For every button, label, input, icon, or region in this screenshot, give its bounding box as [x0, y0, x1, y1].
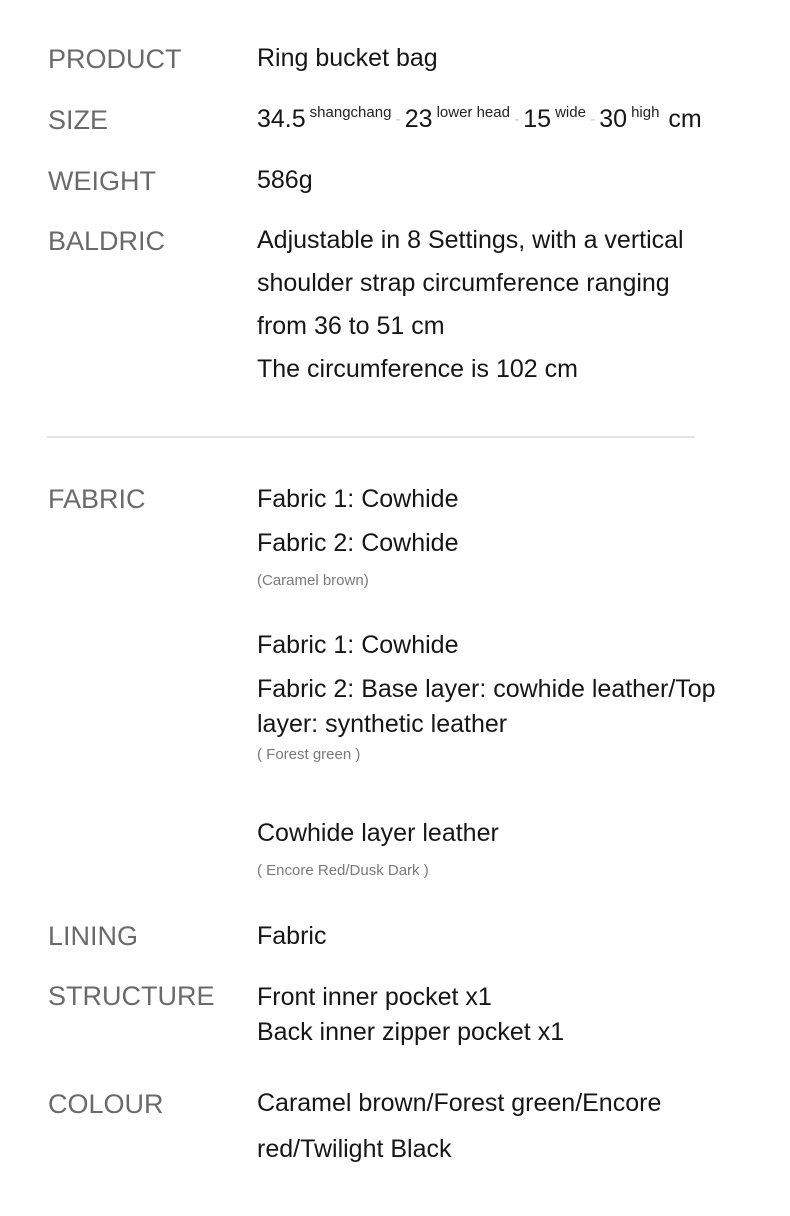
weight-value: 586g: [257, 166, 313, 194]
size-num: 15: [523, 105, 552, 133]
size-unit: shangchang: [309, 104, 392, 121]
weight-label: WEIGHT: [48, 166, 156, 196]
size-num: 30: [599, 105, 628, 133]
fabric-label: FABRIC: [48, 484, 146, 514]
size-separator: -: [513, 111, 520, 128]
colour-line: Caramel brown/Forest green/Encore: [257, 1089, 662, 1117]
lining-value: Fabric: [257, 922, 327, 950]
baldric-line: shoulder strap circumference ranging: [257, 269, 670, 297]
size-label: SIZE: [48, 105, 109, 135]
product-label: PRODUCT: [48, 44, 182, 74]
colour-label: COLOUR: [48, 1089, 164, 1119]
baldric-line: Adjustable in 8 Settings, with a vertical: [257, 226, 684, 254]
lining-label: LINING: [48, 921, 139, 951]
size-separator: -: [395, 111, 401, 128]
structure-line: Back inner zipper pocket x1: [257, 1018, 565, 1046]
fabric-line: Fabric 1: Cowhide: [257, 631, 459, 659]
fabric-colour-note: (Caramel brown): [257, 572, 369, 589]
baldric-line: from 36 to 51 cm: [257, 312, 445, 340]
size-unit: high: [631, 104, 660, 121]
product-value: Ring bucket bag: [257, 44, 438, 72]
size-separator: -: [589, 111, 596, 128]
colour-line: red/Twilight Black: [257, 1135, 452, 1163]
size-value: [257, 105, 702, 134]
fabric-line: Fabric 1: Cowhide: [257, 485, 459, 513]
fabric-colour-note: ( Forest green ): [257, 746, 361, 763]
size-suffix: cm: [668, 105, 702, 133]
size-num: 34.5: [257, 105, 306, 133]
size-num: 23: [404, 105, 433, 133]
size-unit: wide: [555, 104, 586, 121]
fabric-line: Cowhide layer leather: [257, 819, 499, 847]
fabric-line: layer: synthetic leather: [257, 710, 508, 738]
structure-label: STRUCTURE: [48, 981, 215, 1011]
baldric-label: BALDRIC: [48, 226, 166, 256]
size-unit: lower head: [436, 104, 510, 121]
fabric-line: Fabric 2: Cowhide: [257, 529, 459, 557]
section-divider: [47, 436, 695, 438]
structure-line: Front inner pocket x1: [257, 983, 492, 1011]
baldric-line: The circumference is 102 cm: [257, 355, 578, 383]
fabric-colour-note: ( Encore Red/Dusk Dark ): [257, 862, 429, 879]
fabric-line: Fabric 2: Base layer: cowhide leather/Top: [257, 675, 716, 703]
